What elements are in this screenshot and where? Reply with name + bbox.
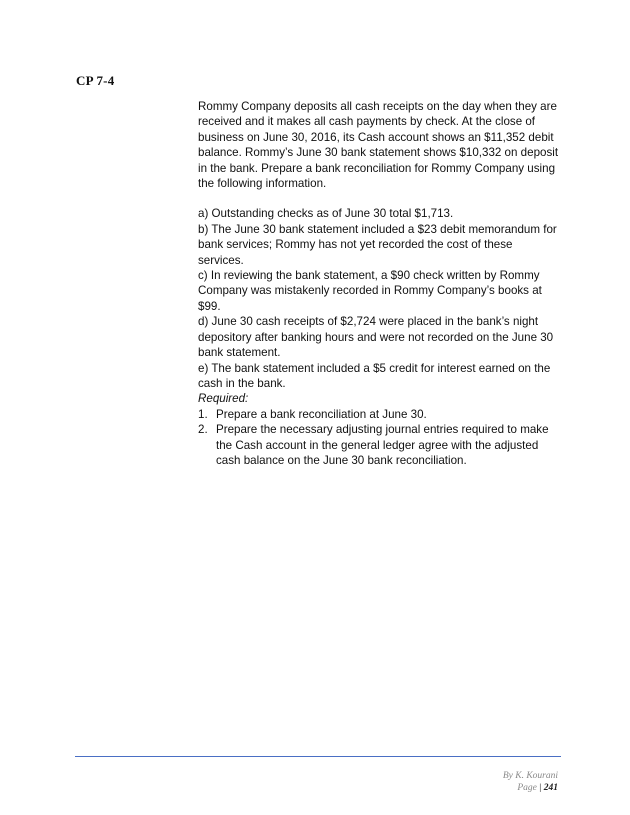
page-label: Page — [517, 783, 537, 793]
page-separator: | — [539, 783, 542, 793]
step-number: 1. — [198, 407, 208, 421]
item-d: d) June 30 cash receipts of $2,724 were placed in the bank’s night depository after banking hours and were not recorded on the June 30 bank statement. — [198, 315, 554, 360]
step-text: Prepare a bank reconciliation at June 30. — [216, 407, 427, 421]
step-number: 2. — [198, 423, 208, 437]
item-e: e) The bank statement included a $5 credit for interest earned on the cash in the bank. — [198, 361, 551, 390]
required-step — [198, 407, 560, 422]
footer-author: By K. Kourani — [502, 771, 558, 781]
spacer — [198, 191, 560, 206]
page-footer — [503, 770, 558, 794]
item-a: a) Outstanding checks as of June 30 total $1,713. — [198, 207, 454, 221]
item-c: c) In reviewing the bank statement, a $90 check written by Rommy Company was mistakenly recorded in Rommy Company’s books at $99. — [198, 269, 542, 313]
step-text: Prepare the necessary adjusting journal entries required to make the Cash account in the general ledger agree with the adjusted cash balance on the June 30 bank reconciliation. — [216, 423, 549, 467]
page-number: 241 — [543, 783, 558, 793]
footer-rule — [75, 756, 561, 757]
item-b: b) The June 30 bank statement included a $23 debit memorandum for bank services; Rommy has not yet recorded the cost of these services. — [198, 222, 557, 267]
footer-page — [503, 782, 558, 794]
required-step — [198, 422, 560, 468]
required-list — [198, 407, 560, 469]
required-title: Required: — [198, 392, 249, 406]
problem-body — [198, 99, 560, 468]
intro-paragraph: Rommy Company deposits all cash receipts on the day when they are received and it makes all cash payments by check. At the close of business on June 30, 2016, its Cash account shows an $11,352 debit balance. Rommy’s June 30 bank statement shows $10,332 on deposit in the bank. Prepare a bank reconciliation for Rommy Company using the following information. — [198, 100, 559, 191]
problem-heading: CP 7-4 — [76, 73, 115, 88]
